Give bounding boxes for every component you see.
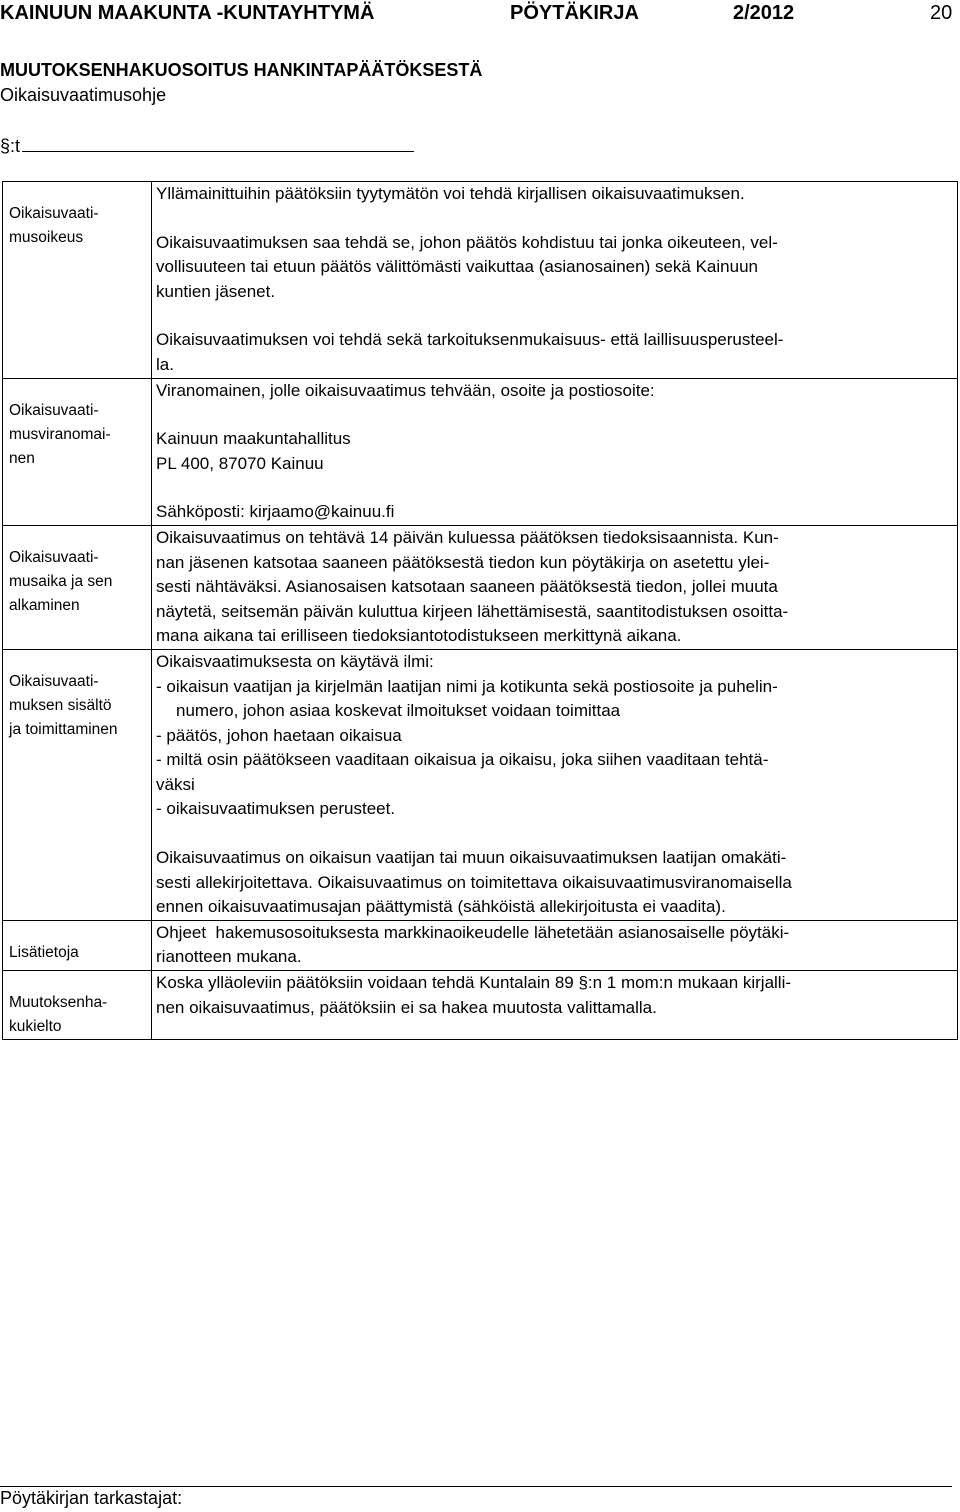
text-line: - miltä osin päätökseen vaaditaan oikaisua ja oikaisu, joka siihen vaaditaan tehtä- [156, 750, 769, 770]
paragraph [156, 328, 943, 377]
paragraph [156, 971, 943, 1020]
row-content [152, 525, 958, 649]
row-label [3, 649, 152, 920]
text-line: nan jäsenen katsotaa saaneen päätöksestä tiedon kun pöytäkirja on asetettu ylei- [156, 552, 770, 572]
row-content [152, 378, 958, 525]
section-reference [0, 131, 414, 157]
table-row [3, 649, 958, 920]
organization-name: KAINUUN MAAKUNTA -KUNTAYHTYMÄ [0, 2, 375, 24]
row-label-line: kukielto [9, 1018, 62, 1036]
row-label-line: musviranomai- [9, 425, 111, 443]
row-label-line: ja toimittaminen [9, 720, 118, 738]
row-label [3, 971, 152, 1040]
row-content [152, 182, 958, 379]
row-label-line: muksen sisältö [9, 696, 112, 714]
text-line: väksi [156, 774, 195, 794]
paragraph [156, 650, 943, 822]
paragraph [156, 846, 943, 920]
paragraph [156, 379, 943, 404]
paragraph [156, 921, 943, 970]
text-line: Kainuun maakuntahallitus [156, 429, 351, 449]
row-label [3, 182, 152, 379]
row-label-line: musoikeus [9, 229, 84, 246]
row-label [3, 920, 152, 970]
text-line: sesti allekirjoitettava. Oikaisuvaatimus on toimitettava oikaisuvaatimusviranomaisella [156, 872, 792, 892]
text-line: PL 400, 87070 Kainuu [156, 453, 324, 473]
page-number: 20 [930, 2, 953, 24]
table-row [3, 920, 958, 970]
row-content [152, 649, 958, 920]
row-label-line: alkaminen [9, 596, 80, 614]
paragraph [156, 500, 943, 525]
row-label-line: Lisätietoja [9, 943, 79, 961]
footer-inspectors-label: Pöytäkirjan tarkastajat: [0, 1488, 183, 1508]
text-line: Ohjeet hakemusosoituksesta markkinaoikeudelle lähetetään asianosaiselle pöytäki- [156, 922, 790, 942]
text-line: Koska ylläoleviin päätöksiin voidaan tehdä Kuntalain 89 §:n 1 mom:n mukaan kirjalli- [156, 973, 792, 993]
row-label [3, 378, 152, 525]
paragraph-gap [156, 476, 943, 500]
row-label-line: musaika ja sen [9, 572, 113, 590]
table-row [3, 525, 958, 649]
paragraph-gap [156, 304, 943, 328]
paragraph-gap [156, 403, 943, 427]
document-number: 2/2012 [733, 2, 795, 24]
text-line: Sähköposti: kirjaamo@kainuu.fi [156, 502, 395, 522]
text-line: Oikaisvaatimuksesta on käytävä ilmi: [156, 651, 434, 671]
paragraph-gap [156, 207, 943, 231]
text-line: ennen oikaisuvaatimusajan päättymistä (sähköistä allekirjoitusta ei vaadita). [156, 897, 726, 917]
table-row [3, 971, 958, 1040]
row-label [3, 525, 152, 649]
text-line: nen oikaisuvaatimus, päätöksiin ei sa hakea muutosta valittamalla. [156, 997, 657, 1017]
table-row [3, 182, 958, 379]
paragraph [156, 231, 943, 305]
text-line: mana aikana tai erilliseen tiedoksiantotodistukseen merkittynä aikana. [156, 626, 682, 646]
document-title: MUUTOKSENHAKUOSOITUS HANKINTAPÄÄTÖKSESTÄ [0, 60, 483, 80]
text-line: Yllämainittuihin päätöksiin tyytymätön voi tehdä kirjallisen oikaisuvaatimuksen. [156, 184, 745, 203]
text-line: näytetä, seitsemän päivän kuluttua kirjeen lähettämisestä, saantitodistuksen osoitta- [156, 601, 789, 621]
paragraph-gap [156, 822, 943, 846]
table-row [3, 378, 958, 525]
row-label-line: nen [9, 449, 35, 467]
text-line: Oikaisuvaatimus on oikaisun vaatijan tai muun oikaisuvaatimuksen laatijan omakäti- [156, 848, 787, 868]
page-header [0, 2, 960, 28]
text-line: rianotteen mukana. [156, 947, 302, 967]
text-line: Oikaisuvaatimus on tehtävä 14 päivän kuluessa päätöksen tiedoksisaannista. Kun- [156, 527, 779, 547]
row-label-line: Oikaisuvaati- [9, 672, 99, 690]
row-content [152, 920, 958, 970]
paragraph [156, 182, 943, 207]
paragraph [156, 427, 943, 476]
text-line: - oikaisuvaatimuksen perusteet. [156, 799, 396, 819]
text-line: - päätös, johon haetaan oikaisua [156, 725, 402, 745]
row-label-line: Oikaisuvaati- [9, 205, 99, 222]
document-subtitle: Oikaisuvaatimusohje [0, 85, 167, 105]
row-label-line: Oikaisuvaati- [9, 548, 99, 566]
text-line: - oikaisun vaatijan ja kirjelmän laatijan nimi ja kotikunta sekä postiosoite ja puhelin- [156, 676, 778, 696]
section-blank-line [22, 131, 414, 152]
text-line: numero, johon asiaa koskevat ilmoitukset voidaan toimittaa [176, 701, 621, 721]
text-line: Viranomainen, jolle oikaisuvaatimus tehvään, osoite ja postiosoite: [156, 380, 655, 400]
row-label-line: Muutoksenha- [9, 994, 108, 1012]
text-line: vollisuuteen tai etuun päätös välittömästi vaikuttaa (asianosainen) sekä Kainuun [156, 257, 758, 277]
row-content [152, 971, 958, 1040]
text-line: la. [156, 354, 174, 374]
text-line: sesti nähtäväksi. Asianosaisen katsotaan saaneen päätöksestä tiedon, jollei muuta [156, 577, 778, 597]
paragraph [156, 526, 943, 649]
text-line: Oikaisuvaatimuksen voi tehdä sekä tarkoituksenmukaisuus- että laillisuusperusteel- [156, 330, 784, 350]
instruction-table [2, 181, 958, 1040]
text-line: Oikaisuvaatimuksen saa tehdä se, johon päätös kohdistuu tai jonka oikeuteen, vel- [156, 232, 778, 252]
text-line: kuntien jäsenet. [156, 281, 276, 301]
row-label-line: Oikaisuvaati- [9, 401, 99, 419]
document-type: PÖYTÄKIRJA [510, 2, 639, 24]
section-mark: §:t [0, 136, 21, 156]
